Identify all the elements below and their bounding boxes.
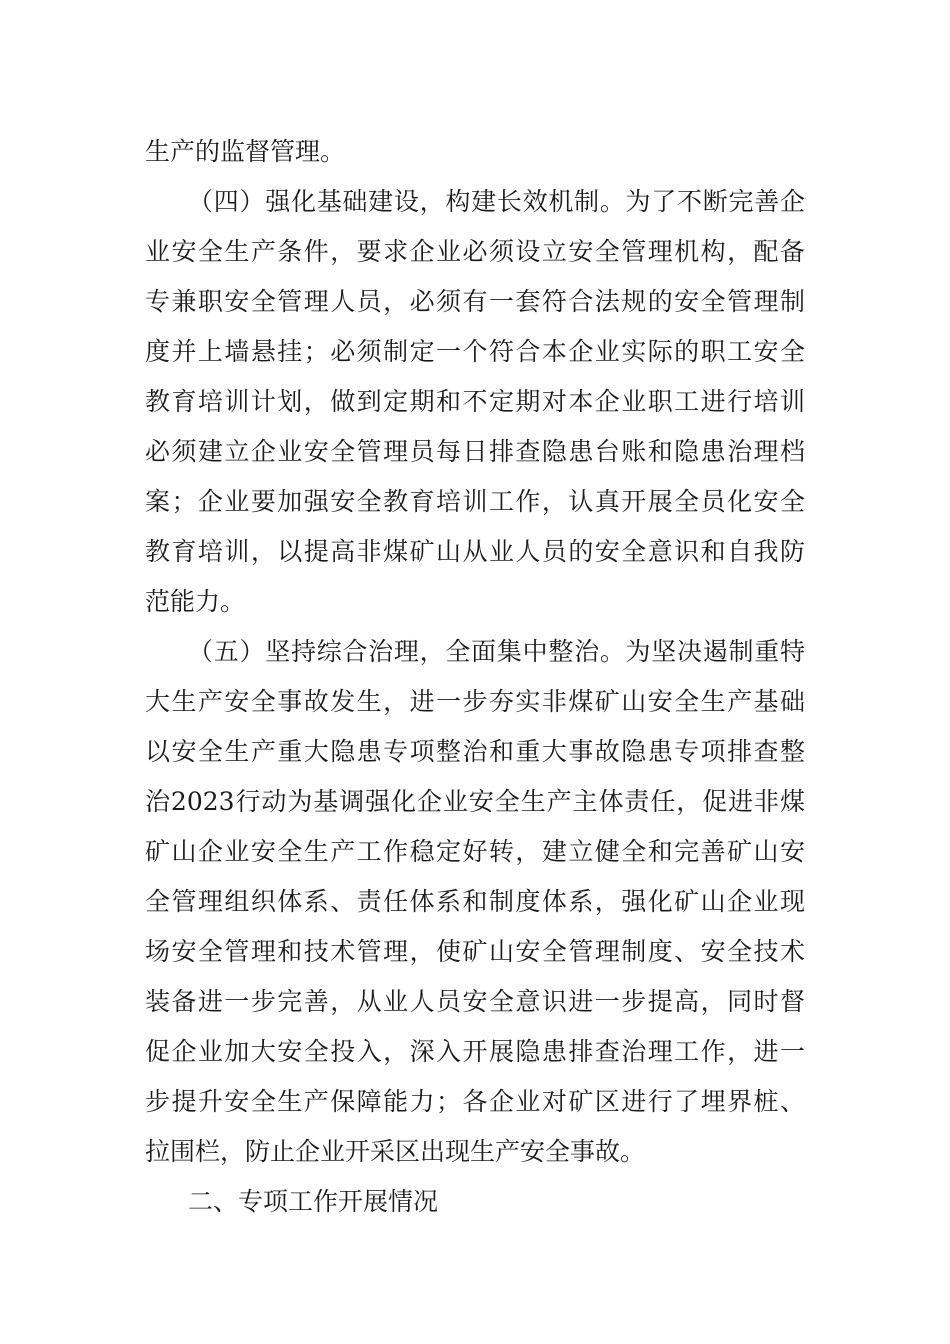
text-line: 必须建立企业安全管理员每日排查隐患台账和隐患治理档 <box>145 437 805 466</box>
text-line: 全管理组织体系、责任体系和制度体系，强化矿山企业现 <box>145 887 805 916</box>
text-line: 度并上墙悬挂；必须制定一个符合本企业实际的职工安全 <box>145 337 805 366</box>
paragraph-heading-four: （四）强化基础建设，构建长效机制。为了不断完善企 <box>188 187 805 216</box>
text-line: 治2023行动为基调强化企业安全生产主体责任，促进非煤 <box>145 787 805 816</box>
text-line: 矿山企业安全生产工作稳定好转，建立健全和完善矿山安 <box>145 837 805 866</box>
text-line: 教育培训，以提高非煤矿山从业人员的安全意识和自我防 <box>145 537 805 566</box>
text-line: 步提升安全生产保障能力；各企业对矿区进行了埋界桩、 <box>145 1087 805 1116</box>
text-line: 案；企业要加强安全教育培训工作，认真开展全员化安全 <box>145 487 805 516</box>
paragraph-heading-five: （五）坚持综合治理，全面集中整治。为坚决遏制重特 <box>188 637 805 666</box>
text-line: 以安全生产重大隐患专项整治和重大事故隐患专项排查整 <box>145 737 805 766</box>
text-line: 拉围栏，防止企业开采区出现生产安全事故。 <box>145 1137 646 1166</box>
text-line: 场安全管理和技术管理，使矿山安全管理制度、安全技术 <box>145 937 805 966</box>
text-line: 促企业加大安全投入，深入开展隐患排查治理工作，进一 <box>145 1037 805 1066</box>
text-line: 范能力。 <box>145 587 246 616</box>
text-line: 大生产安全事故发生，进一步夯实非煤矿山安全生产基础 <box>145 687 805 716</box>
text-line: 教育培训计划，做到定期和不定期对本企业职工进行培训 <box>145 387 805 416</box>
text-line: 生产的监督管理。 <box>145 137 346 166</box>
section-heading: 二、专项工作开展情况 <box>188 1187 439 1216</box>
text-line: 业安全生产条件，要求企业必须设立安全管理机构，配备 <box>145 237 805 266</box>
text-line: 装备进一步完善，从业人员安全意识进一步提高，同时督 <box>145 987 805 1016</box>
text-line: 专兼职安全管理人员，必须有一套符合法规的安全管理制 <box>145 287 805 316</box>
